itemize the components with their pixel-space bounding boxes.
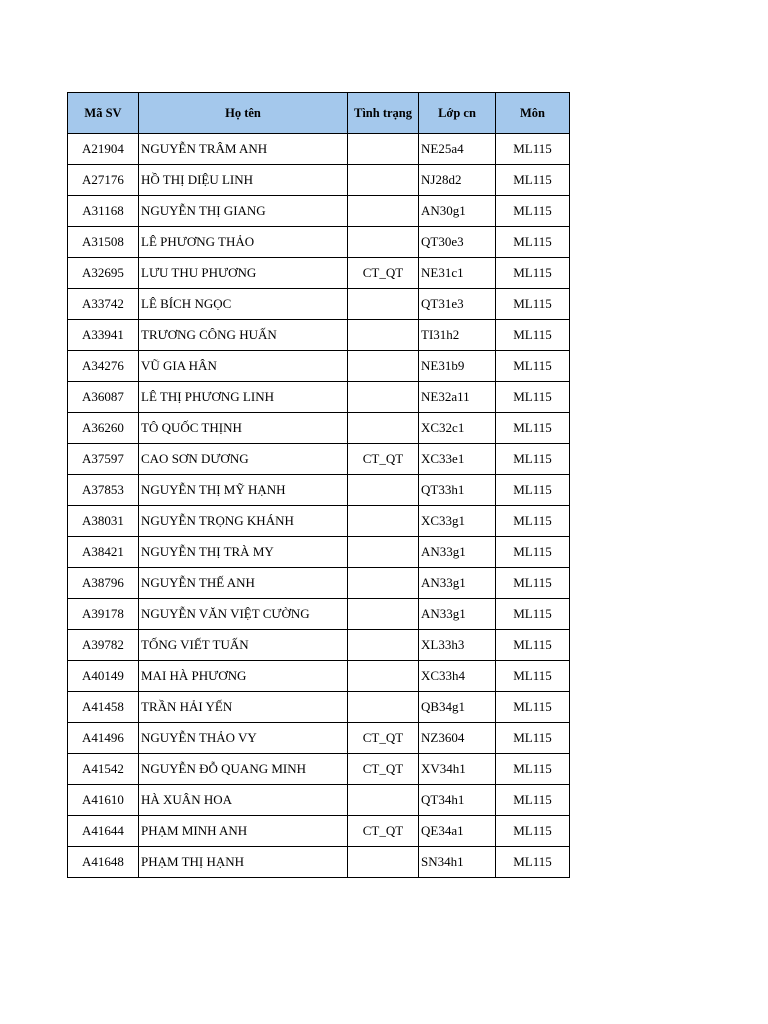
cell-status <box>348 568 419 599</box>
cell-student-id: A34276 <box>68 351 139 382</box>
cell-status <box>348 227 419 258</box>
cell-class: XC33g1 <box>419 506 496 537</box>
cell-student-id: A39782 <box>68 630 139 661</box>
cell-student-id: A41458 <box>68 692 139 723</box>
cell-student-id: A41610 <box>68 785 139 816</box>
cell-status <box>348 630 419 661</box>
cell-status: CT_QT <box>348 723 419 754</box>
cell-full-name: MAI HÀ PHƯƠNG <box>139 661 348 692</box>
cell-student-id: A41644 <box>68 816 139 847</box>
cell-student-id: A36087 <box>68 382 139 413</box>
cell-subject: ML115 <box>496 165 570 196</box>
cell-full-name: LÊ BÍCH NGỌC <box>139 289 348 320</box>
cell-full-name: TRƯƠNG CÔNG HUẤN <box>139 320 348 351</box>
table-row <box>68 723 570 754</box>
cell-subject: ML115 <box>496 196 570 227</box>
table-row <box>68 754 570 785</box>
cell-subject: ML115 <box>496 289 570 320</box>
cell-status <box>348 537 419 568</box>
cell-subject: ML115 <box>496 227 570 258</box>
cell-full-name: TRẦN HẢI YẾN <box>139 692 348 723</box>
cell-class: QT30e3 <box>419 227 496 258</box>
cell-full-name: PHẠM MINH ANH <box>139 816 348 847</box>
cell-class: QT31e3 <box>419 289 496 320</box>
cell-subject: ML115 <box>496 630 570 661</box>
cell-student-id: A41542 <box>68 754 139 785</box>
cell-student-id: A41648 <box>68 847 139 878</box>
table-row <box>68 444 570 475</box>
cell-full-name: VŨ GIA HÂN <box>139 351 348 382</box>
cell-status <box>348 196 419 227</box>
table-row <box>68 475 570 506</box>
cell-student-id: A40149 <box>68 661 139 692</box>
cell-full-name: NGUYỄN VĂN VIỆT CƯỜNG <box>139 599 348 630</box>
cell-class: TI31h2 <box>419 320 496 351</box>
table-row <box>68 413 570 444</box>
cell-subject: ML115 <box>496 258 570 289</box>
cell-status <box>348 785 419 816</box>
table-row <box>68 661 570 692</box>
cell-class: NE31b9 <box>419 351 496 382</box>
cell-status <box>348 289 419 320</box>
cell-full-name: NGUYỄN THẾ ANH <box>139 568 348 599</box>
table-row <box>68 537 570 568</box>
cell-class: QE34a1 <box>419 816 496 847</box>
header-row <box>68 93 570 134</box>
table-row <box>68 196 570 227</box>
table-row <box>68 847 570 878</box>
cell-full-name: LƯU THU PHƯƠNG <box>139 258 348 289</box>
header-subject: Môn <box>496 93 570 134</box>
cell-status <box>348 692 419 723</box>
cell-class: NE31c1 <box>419 258 496 289</box>
cell-class: QB34g1 <box>419 692 496 723</box>
cell-class: AN33g1 <box>419 599 496 630</box>
table-row <box>68 506 570 537</box>
table-row <box>68 630 570 661</box>
cell-student-id: A33742 <box>68 289 139 320</box>
cell-status <box>348 661 419 692</box>
cell-subject: ML115 <box>496 568 570 599</box>
cell-student-id: A36260 <box>68 413 139 444</box>
cell-class: XC33h4 <box>419 661 496 692</box>
cell-class: XV34h1 <box>419 754 496 785</box>
cell-subject: ML115 <box>496 816 570 847</box>
table-row <box>68 816 570 847</box>
cell-full-name: LÊ THỊ PHƯƠNG LINH <box>139 382 348 413</box>
table-row <box>68 289 570 320</box>
cell-subject: ML115 <box>496 320 570 351</box>
table-row <box>68 599 570 630</box>
cell-subject: ML115 <box>496 785 570 816</box>
cell-student-id: A37853 <box>68 475 139 506</box>
cell-full-name: NGUYỄN THỊ GIANG <box>139 196 348 227</box>
cell-subject: ML115 <box>496 754 570 785</box>
cell-full-name: CAO SƠN DƯƠNG <box>139 444 348 475</box>
cell-student-id: A32695 <box>68 258 139 289</box>
header-class: Lớp cn <box>419 93 496 134</box>
cell-class: SN34h1 <box>419 847 496 878</box>
header-status: Tình trạng <box>348 93 419 134</box>
cell-student-id: A31508 <box>68 227 139 258</box>
table-row <box>68 382 570 413</box>
cell-status: CT_QT <box>348 816 419 847</box>
cell-full-name: TÔ QUỐC THỊNH <box>139 413 348 444</box>
cell-student-id: A38031 <box>68 506 139 537</box>
cell-full-name: LÊ PHƯƠNG THẢO <box>139 227 348 258</box>
cell-class: AN33g1 <box>419 568 496 599</box>
cell-student-id: A38796 <box>68 568 139 599</box>
cell-class: NJ28d2 <box>419 165 496 196</box>
cell-status <box>348 134 419 165</box>
cell-class: XL33h3 <box>419 630 496 661</box>
cell-student-id: A31168 <box>68 196 139 227</box>
cell-class: AN33g1 <box>419 537 496 568</box>
table-row <box>68 785 570 816</box>
cell-subject: ML115 <box>496 599 570 630</box>
cell-status: CT_QT <box>348 444 419 475</box>
cell-student-id: A39178 <box>68 599 139 630</box>
cell-full-name: NGUYỄN TRỌNG KHÁNH <box>139 506 348 537</box>
table-row <box>68 568 570 599</box>
cell-subject: ML115 <box>496 351 570 382</box>
cell-class: XC33e1 <box>419 444 496 475</box>
cell-status: CT_QT <box>348 754 419 785</box>
cell-subject: ML115 <box>496 444 570 475</box>
cell-student-id: A37597 <box>68 444 139 475</box>
cell-class: NE32a11 <box>419 382 496 413</box>
cell-subject: ML115 <box>496 382 570 413</box>
cell-class: QT34h1 <box>419 785 496 816</box>
cell-full-name: PHẠM THỊ HẠNH <box>139 847 348 878</box>
student-table <box>67 92 570 878</box>
cell-subject: ML115 <box>496 506 570 537</box>
cell-class: QT33h1 <box>419 475 496 506</box>
cell-subject: ML115 <box>496 692 570 723</box>
cell-student-id: A27176 <box>68 165 139 196</box>
cell-subject: ML115 <box>496 413 570 444</box>
cell-status: CT_QT <box>348 258 419 289</box>
table-row <box>68 351 570 382</box>
cell-subject: ML115 <box>496 723 570 754</box>
cell-status <box>348 506 419 537</box>
cell-full-name: TỐNG VIẾT TUẤN <box>139 630 348 661</box>
cell-full-name: NGUYỄN ĐỖ QUANG MINH <box>139 754 348 785</box>
cell-status <box>348 165 419 196</box>
table-row <box>68 134 570 165</box>
table-row <box>68 692 570 723</box>
header-full-name: Họ tên <box>139 93 348 134</box>
cell-student-id: A38421 <box>68 537 139 568</box>
cell-status <box>348 413 419 444</box>
cell-subject: ML115 <box>496 661 570 692</box>
cell-subject: ML115 <box>496 847 570 878</box>
cell-class: NE25a4 <box>419 134 496 165</box>
table-row <box>68 258 570 289</box>
cell-subject: ML115 <box>496 475 570 506</box>
cell-class: XC32c1 <box>419 413 496 444</box>
cell-status <box>348 351 419 382</box>
cell-subject: ML115 <box>496 537 570 568</box>
cell-status <box>348 847 419 878</box>
table-row <box>68 227 570 258</box>
cell-full-name: NGUYỄN TRÂM ANH <box>139 134 348 165</box>
cell-full-name: NGUYỄN THỊ MỸ HẠNH <box>139 475 348 506</box>
cell-full-name: NGUYỄN THỊ TRÀ MY <box>139 537 348 568</box>
cell-subject: ML115 <box>496 134 570 165</box>
cell-status <box>348 382 419 413</box>
table-row <box>68 165 570 196</box>
table-body <box>68 134 570 878</box>
cell-full-name: NGUYỄN THẢO VY <box>139 723 348 754</box>
cell-full-name: HỒ THỊ DIỆU LINH <box>139 165 348 196</box>
cell-class: NZ3604 <box>419 723 496 754</box>
cell-status <box>348 599 419 630</box>
header-student-id: Mã SV <box>68 93 139 134</box>
cell-student-id: A21904 <box>68 134 139 165</box>
cell-status <box>348 475 419 506</box>
cell-class: AN30g1 <box>419 196 496 227</box>
cell-student-id: A41496 <box>68 723 139 754</box>
table-row <box>68 320 570 351</box>
cell-status <box>348 320 419 351</box>
cell-student-id: A33941 <box>68 320 139 351</box>
cell-full-name: HÀ XUÂN HOA <box>139 785 348 816</box>
